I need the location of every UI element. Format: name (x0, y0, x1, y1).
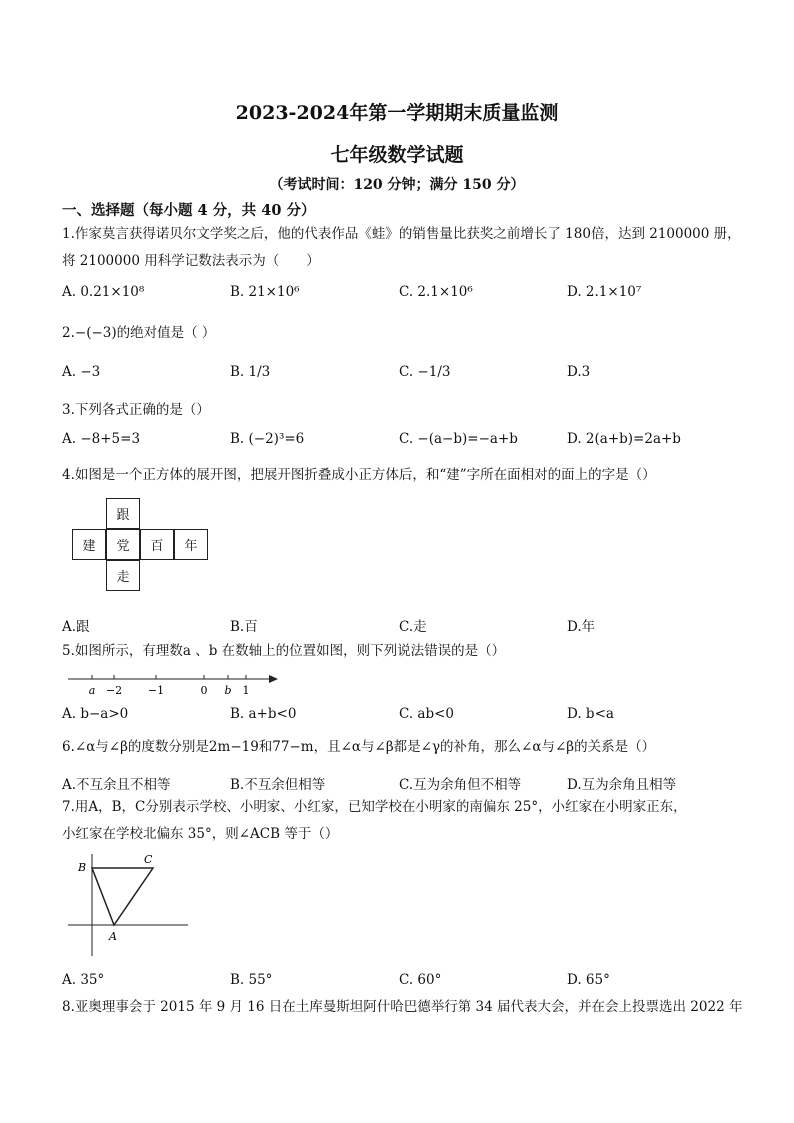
question-6-stem: 6.∠α与∠β的度数分别是2m−19和77−m，且∠α与∠β都是∠γ的补角，那么∠α与∠β的关系是（） (62, 739, 656, 755)
axis-label: 1 (242, 684, 250, 697)
option-b: B. a+b<0 (230, 706, 297, 722)
net-face: 百 (140, 529, 174, 560)
option-b: B. 1/3 (230, 364, 271, 380)
exam-info: （考试时间：120 分钟；满分 150 分） (269, 177, 525, 193)
point-label: A (109, 930, 117, 943)
triangle-figure (66, 852, 192, 960)
option-c: C. −(a−b)=−a+b (399, 431, 518, 447)
option-d: D.年 (567, 619, 596, 635)
point-label: C (144, 853, 153, 866)
option-c: C.互为余角但不相等 (399, 777, 522, 793)
option-d: D. b<a (567, 706, 614, 722)
question-3-stem: 3.下列各式正确的是（） (62, 402, 210, 418)
question-6-options (62, 773, 742, 795)
option-c: C.走 (399, 619, 427, 635)
axis-label: −2 (105, 684, 123, 697)
number-line-figure (66, 670, 282, 698)
option-a: A.不互余且不相等 (62, 777, 171, 793)
option-d: D. 65° (567, 972, 610, 988)
option-b: B.百 (230, 619, 258, 635)
question-5-options (62, 706, 742, 728)
arrow-icon (269, 675, 278, 683)
net-face: 跟 (106, 498, 140, 529)
question-1-stem-cont: 将 2100000 用科学记数法表示为（ ） (62, 253, 320, 269)
axis-label: a (88, 684, 96, 697)
option-c: C. 2.1×10⁶ (399, 284, 473, 300)
option-a: A. 35° (62, 972, 105, 988)
question-4-stem: 4.如图是一个正方体的展开图，把展开图折叠成小正方体后，和“建”字所在面相对的面上的字是（） (62, 467, 656, 483)
option-a: A. −8+5=3 (62, 431, 141, 447)
axis-label: −1 (147, 684, 165, 697)
net-face: 走 (106, 560, 140, 591)
question-8-stem: 8.亚奥理事会于 2015 年 9 月 16 日在土库曼斯坦阿什哈巴德举行第 34 届代表大会，并在会上投票选出 2022 年 (62, 999, 743, 1015)
point-label: B (78, 861, 87, 874)
axis-label: b (224, 684, 232, 697)
option-d: D. 2(a+b)=2a+b (567, 431, 681, 447)
option-c: C. −1/3 (399, 364, 451, 380)
option-b: B. 55° (230, 972, 273, 988)
option-a: A. −3 (62, 364, 101, 380)
question-5-stem: 5.如图所示，有理数a 、b 在数轴上的位置如图，则下列说法错误的是（） (62, 643, 506, 659)
option-d: D. 2.1×10⁷ (567, 284, 642, 300)
question-7-stem: 7.用A，B，C分别表示学校、小明家、小红家，已知学校在小明家的南偏东 25°，小红家在小明家正东， (62, 799, 687, 815)
section-heading: 一、选择题（每小题 4 分，共 40 分） (62, 202, 316, 219)
option-b: B.不互余但相等 (230, 777, 326, 793)
question-7-options (62, 972, 742, 994)
triangle-abc (92, 868, 153, 925)
question-4-options (62, 615, 742, 637)
net-face: 党 (106, 529, 140, 560)
question-7 (62, 794, 742, 848)
option-b: B. (−2)³=6 (230, 431, 305, 447)
option-a: A. b−a>0 (62, 706, 129, 722)
option-d: D.互为余角且相等 (567, 777, 677, 793)
question-1-stem: 1.作家莫言获得诺贝尔文学奖之后，他的代表作品《蛙》的销售量比获奖之前增长了 180倍，达到 2100000 册， (62, 226, 741, 242)
option-b: B. 21×10⁶ (230, 284, 300, 300)
question-3-options (62, 431, 742, 453)
question-1 (62, 221, 742, 275)
net-face: 年 (174, 529, 208, 560)
option-a: A.跟 (62, 619, 90, 635)
option-d: D.3 (567, 364, 591, 380)
net-face: 建 (72, 529, 106, 560)
axis-label: 0 (200, 684, 208, 697)
option-a: A. 0.21×10⁸ (62, 284, 145, 300)
question-2-options (62, 364, 742, 386)
option-c: C. 60° (399, 972, 442, 988)
exam-subtitle: 七年级数学试题 (330, 144, 464, 166)
question-1-options (62, 284, 742, 306)
option-c: C. ab<0 (399, 706, 455, 722)
question-7-stem-cont: 小红家在学校北偏东 35°，则∠ACB 等于（） (62, 826, 339, 842)
exam-title: 2023-2024年第一学期期末质量监测 (235, 102, 559, 124)
question-2-stem: 2.−(−3)的绝对值是（ ） (62, 325, 216, 341)
